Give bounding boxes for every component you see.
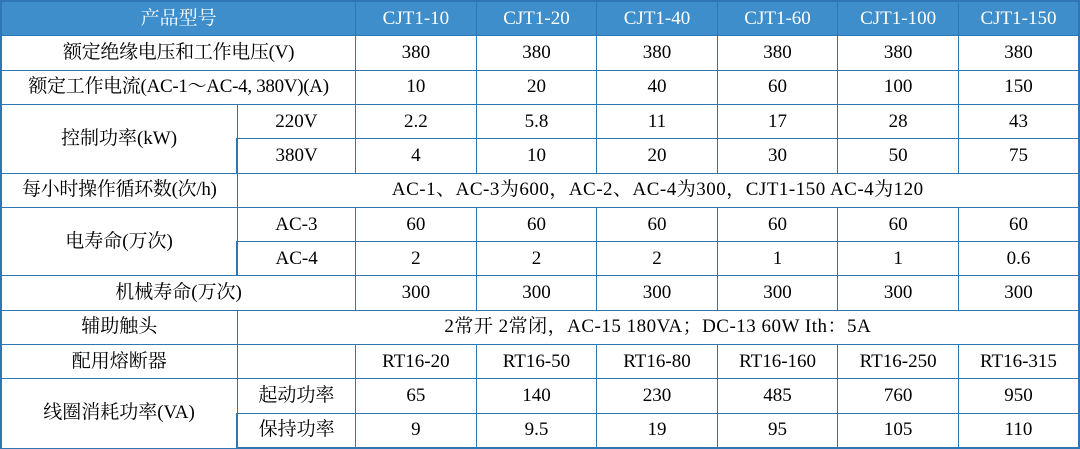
cell-value: 9 bbox=[356, 413, 477, 448]
table-row bbox=[1, 344, 1079, 378]
cell-value: 110 bbox=[958, 413, 1079, 448]
row-label-fuse: 配用熔断器 bbox=[1, 344, 237, 378]
cell-value: 380 bbox=[356, 36, 477, 70]
sub-label-380v: 380V bbox=[237, 139, 356, 173]
sub-label-holding-power: 保持功率 bbox=[237, 413, 356, 448]
sub-label-starting-power: 起动功率 bbox=[237, 379, 356, 413]
cell-value: 2 bbox=[476, 242, 597, 276]
cell-value: 230 bbox=[597, 379, 718, 413]
cell-value: 485 bbox=[717, 379, 838, 413]
cell-value: 50 bbox=[838, 139, 959, 173]
cell-value: 60 bbox=[597, 207, 718, 241]
header-model-cjt1-40: CJT1-40 bbox=[597, 1, 718, 36]
header-model-cjt1-60: CJT1-60 bbox=[717, 1, 838, 36]
cell-auxiliary-contacts-text: 2常开 2常闭，AC-15 180VA；DC-13 60W Ith：5A bbox=[237, 310, 1079, 344]
cell-value: 65 bbox=[356, 379, 477, 413]
cell-value: 20 bbox=[476, 70, 597, 104]
row-label-operating-cycles: 每小时操作循环数(次/h) bbox=[1, 173, 237, 207]
cell-value: 380 bbox=[958, 36, 1079, 70]
cell-value: 2.2 bbox=[356, 104, 477, 138]
cell-value: 43 bbox=[958, 104, 1079, 138]
row-label-coil-power: 线圈消耗功率(VA) bbox=[1, 379, 237, 448]
cell-value: 75 bbox=[958, 139, 1079, 173]
cell-value: 60 bbox=[838, 207, 959, 241]
cell-value: 95 bbox=[717, 413, 838, 448]
cell-value: RT16-160 bbox=[717, 344, 838, 378]
cell-value: 150 bbox=[958, 70, 1079, 104]
row-label-rated-voltage: 额定绝缘电压和工作电压(V) bbox=[1, 36, 356, 70]
cell-value: 300 bbox=[838, 276, 959, 310]
cell-value: 760 bbox=[838, 379, 959, 413]
table-row bbox=[1, 70, 1079, 104]
cell-value: 950 bbox=[958, 379, 1079, 413]
cell-value: 9.5 bbox=[476, 413, 597, 448]
cell-value: 60 bbox=[958, 207, 1079, 241]
header-model-cjt1-20: CJT1-20 bbox=[476, 1, 597, 36]
sub-label-220v: 220V bbox=[237, 104, 356, 138]
cell-value: 380 bbox=[476, 36, 597, 70]
cell-value: 60 bbox=[356, 207, 477, 241]
cell-value: 300 bbox=[356, 276, 477, 310]
table-row bbox=[1, 104, 1079, 138]
cell-value: 380 bbox=[717, 36, 838, 70]
table-row bbox=[1, 207, 1079, 241]
cell-value: 380 bbox=[838, 36, 959, 70]
table-row bbox=[1, 173, 1079, 207]
row-label-control-power: 控制功率(kW) bbox=[1, 104, 237, 173]
cell-empty bbox=[237, 344, 356, 378]
row-label-rated-current: 额定工作电流(AC-1～AC-4, 380V)(A) bbox=[1, 70, 356, 104]
cell-value: RT16-250 bbox=[838, 344, 959, 378]
cell-value: 2 bbox=[356, 242, 477, 276]
cell-value: 2 bbox=[597, 242, 718, 276]
cell-value: 0.6 bbox=[958, 242, 1079, 276]
cell-value: 300 bbox=[476, 276, 597, 310]
table-header-row bbox=[1, 1, 1079, 36]
cell-value: 40 bbox=[597, 70, 718, 104]
sub-label-ac3: AC-3 bbox=[237, 207, 356, 241]
cell-value: 380 bbox=[597, 36, 718, 70]
cell-value: 100 bbox=[838, 70, 959, 104]
cell-value: 300 bbox=[597, 276, 718, 310]
table-row bbox=[1, 276, 1079, 310]
cell-value: 300 bbox=[958, 276, 1079, 310]
cell-value: 10 bbox=[356, 70, 477, 104]
header-model-cjt1-150: CJT1-150 bbox=[958, 1, 1079, 36]
cell-value: 1 bbox=[838, 242, 959, 276]
row-label-electrical-life: 电寿命(万次) bbox=[1, 207, 237, 276]
cell-value: RT16-80 bbox=[597, 344, 718, 378]
cell-value: 60 bbox=[717, 207, 838, 241]
cell-value: 30 bbox=[717, 139, 838, 173]
row-label-auxiliary-contacts: 辅助触头 bbox=[1, 310, 237, 344]
cell-value: 60 bbox=[476, 207, 597, 241]
cell-operating-cycles-text: AC-1、AC-3为600，AC-2、AC-4为300，CJT1-150 AC-4为120 bbox=[237, 173, 1079, 207]
sub-label-ac4: AC-4 bbox=[237, 242, 356, 276]
cell-value: 140 bbox=[476, 379, 597, 413]
cell-value: RT16-315 bbox=[958, 344, 1079, 378]
cell-value: 5.8 bbox=[476, 104, 597, 138]
cell-value: 20 bbox=[597, 139, 718, 173]
table-row bbox=[1, 379, 1079, 413]
cell-value: 19 bbox=[597, 413, 718, 448]
cell-value: 1 bbox=[717, 242, 838, 276]
cell-value: 105 bbox=[838, 413, 959, 448]
row-label-mechanical-life: 机械寿命(万次) bbox=[1, 276, 356, 310]
header-model-cjt1-100: CJT1-100 bbox=[838, 1, 959, 36]
cell-value: RT16-20 bbox=[356, 344, 477, 378]
cell-value: 17 bbox=[717, 104, 838, 138]
header-model-cjt1-10: CJT1-10 bbox=[356, 1, 477, 36]
cell-value: 300 bbox=[717, 276, 838, 310]
table-row bbox=[1, 310, 1079, 344]
table-row bbox=[1, 36, 1079, 70]
cell-value: 60 bbox=[717, 70, 838, 104]
cell-value: 11 bbox=[597, 104, 718, 138]
cell-value: RT16-50 bbox=[476, 344, 597, 378]
cell-value: 10 bbox=[476, 139, 597, 173]
header-model-label: 产品型号 bbox=[1, 1, 356, 36]
cell-value: 28 bbox=[838, 104, 959, 138]
cell-value: 4 bbox=[356, 139, 477, 173]
